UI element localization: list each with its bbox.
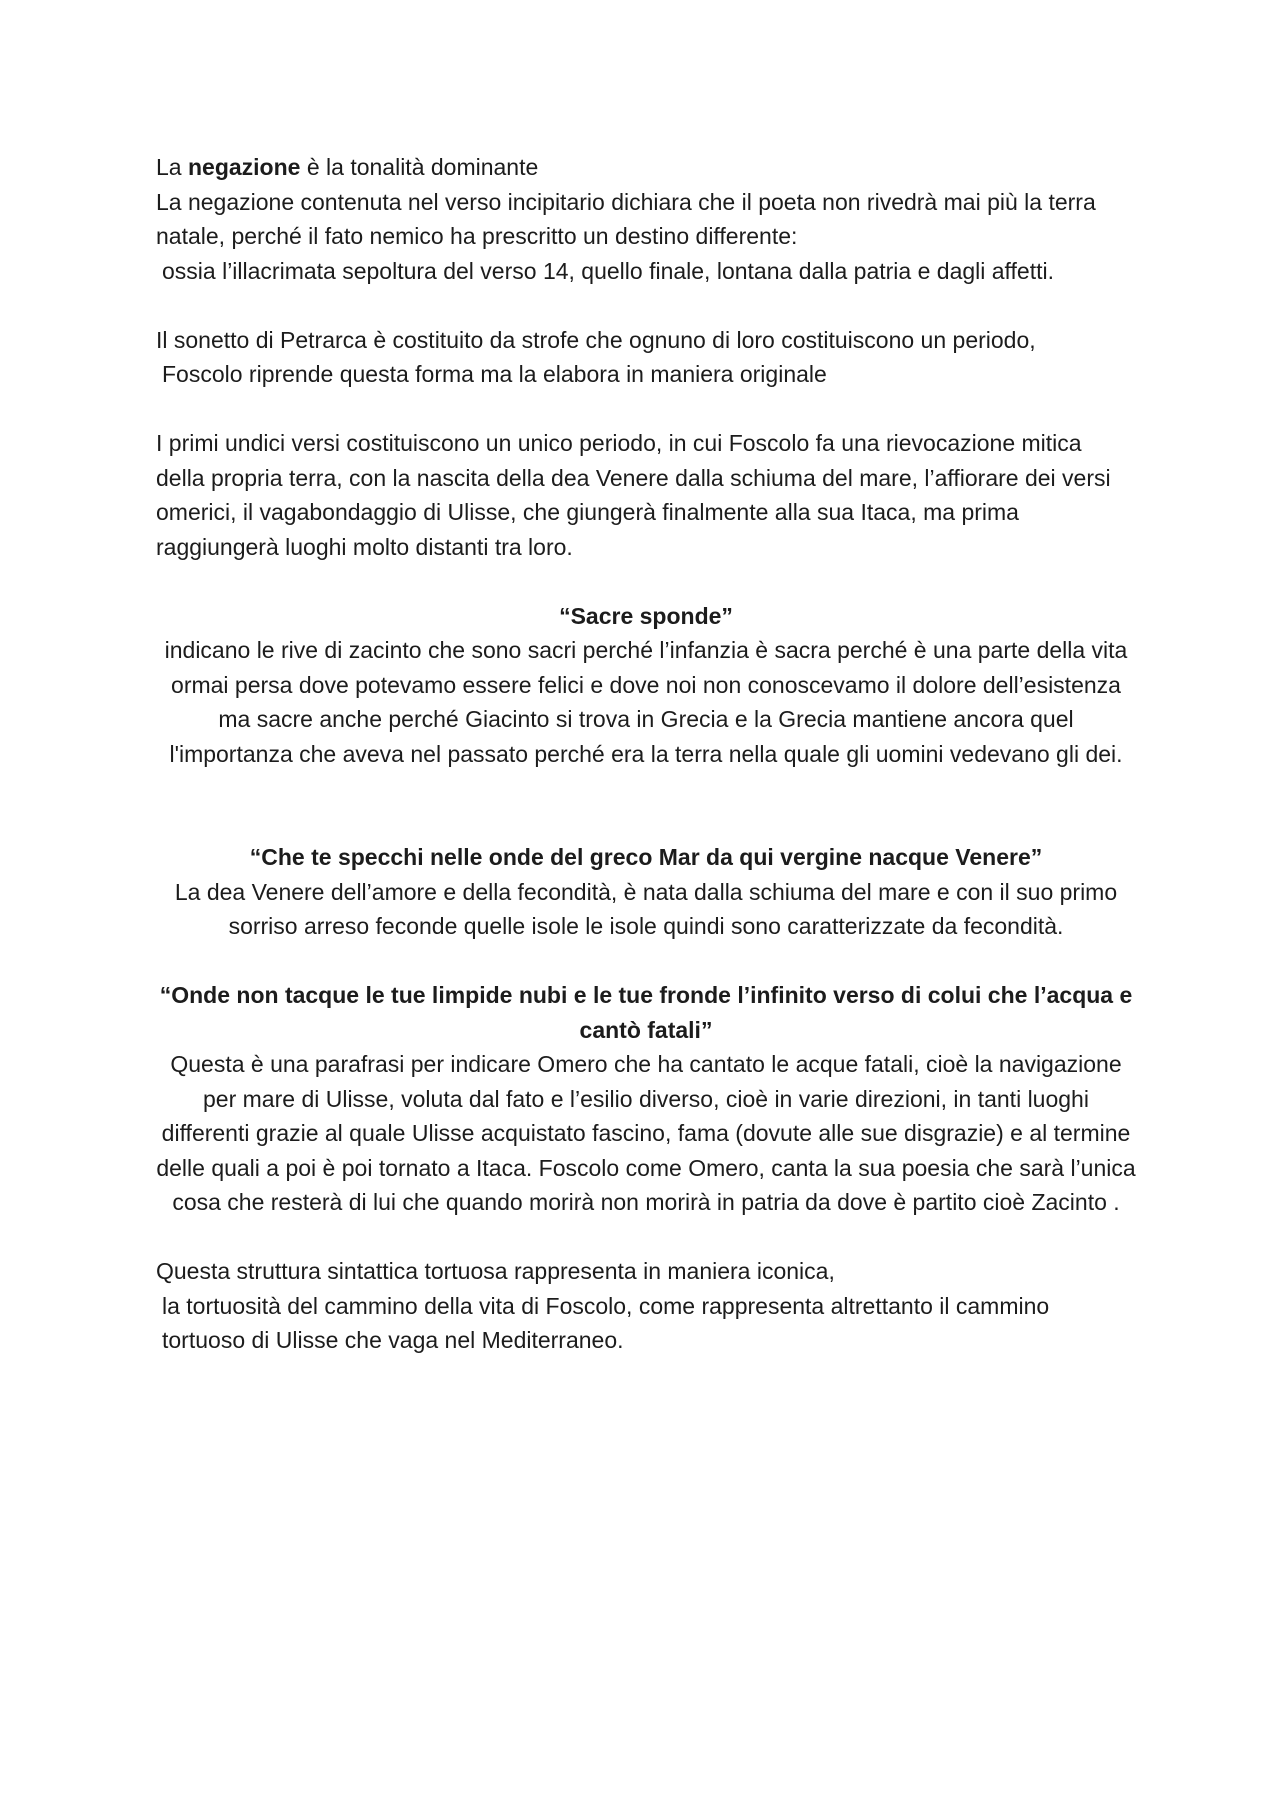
document-page <box>156 150 1136 1358</box>
venere-heading: “Che te specchi nelle onde del greco Mar da qui vergine nacque Venere” <box>249 844 1043 870</box>
intro-bold-keyword: negazione <box>187 154 301 180</box>
sacre-sponde-heading: “Sacre sponde” <box>559 602 733 629</box>
intro-sentence-1: La negazione contenuta nel verso incipitario dichiara che il poeta non rivedrà mai più la terra natale, perché il fato nemico ha prescritto un destino differente: <box>156 188 1096 249</box>
petrarca-sentence-1: Il sonetto di Petrarca è costituito da strofe che ognuno di loro costituiscono un periodo, <box>156 326 1036 353</box>
omero-text: Questa è una parafrasi per indicare Omero che ha cantato le acque fatali, cioè la navigazione per mare di Ulisse, voluta dal fato e l’esilio diverso, cioè in varie direzioni, in tanti luoghi differenti grazie al quale Ulisse acquistato fascino, fama (dovute alle sue disgrazie) e al termine delle quali a poi è poi tornato a Itaca. Foscolo come Omero, canta la sua poesia che sarà l’unica cosa che resterà di lui che quando morirà non morirà in patria da dove è partito cioè Zacinto . <box>156 1051 1136 1215</box>
sacre-sponde-text: indicano le rive di zacinto che sono sacri perché l’infanzia è sacra perché è una parte della vita ormai persa dove potevamo essere felici e dove noi non conoscevamo il dolore dell’esistenza ma sacre anche perché Giacinto si trova in Grecia e la Grecia mantiene ancora quel l'importanza che aveva nel passato perché era la terra nella quale gli uomini vedevano gli dei. <box>164 637 1128 767</box>
petrarca-sentence-2: Foscolo riprende questa forma ma la elabora in maniera originale <box>162 361 827 387</box>
intro-prefix: La <box>156 154 188 180</box>
struttura-sentence-1: Questa struttura sintattica tortuosa rappresenta in maniera iconica, <box>156 1258 835 1284</box>
omero-heading: “Onde non tacque le tue limpide nubi e le tue fronde l’infinito verso di colui che l’acqua e cantò fatali” <box>159 982 1133 1043</box>
primi-versi-paragraph: I primi undici versi costituiscono un unico periodo, in cui Foscolo fa una rievocazione mitica della propria terra, con la nascita della dea Venere dalla schiuma del mare, l’affiorare dei versi omerici, il vagabondaggio di Ulisse, che giungerà finalmente alla sua Itaca, ma prima raggiungerà luoghi molto distanti tra loro. <box>156 430 1111 560</box>
intro-line <box>156 150 1136 185</box>
struttura-sentence-2: la tortuosità del cammino della vita di Foscolo, come rappresenta altrettanto il cammino tortuoso di Ulisse che vaga nel Mediterraneo. <box>162 1292 1050 1353</box>
intro-suffix: è la tonalità dominante <box>300 154 539 180</box>
venere-text: La dea Venere dell’amore e della fecondità, è nata dalla schiuma del mare e con il suo primo sorriso arreso feconde quelle isole le isole quindi sono caratterizzate da fecondità. <box>174 878 1118 939</box>
intro-sentence-2: ossia l’illacrimata sepoltura del verso 14, quello finale, lontana dalla patria e dagli affetti. <box>162 257 1054 284</box>
